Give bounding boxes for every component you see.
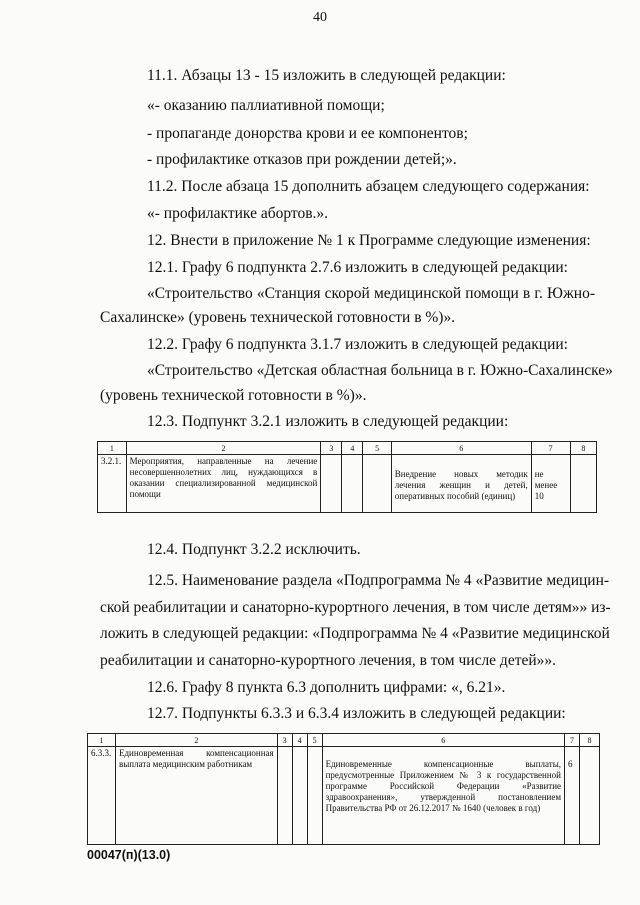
- measure-cell: Мероприятия, направленные на лечение несовершеннолетних лиц, нуждающихся в оказании специализированной медицинской помощи: [126, 455, 321, 513]
- para-12-5-line3: ложить в следующей редакции: «Подпрограмма № 4 «Развитие медицинской: [100, 625, 610, 642]
- indicator-cell: Внедрение новых методик лечения женщин и детей, оперативных пособий (единиц): [391, 455, 531, 513]
- header-cell: 2: [126, 442, 321, 455]
- table-cell: [342, 455, 363, 513]
- header-cell: 5: [307, 734, 322, 747]
- para-12-4: 12.4. Подпункт 3.2.2 исключить.: [147, 541, 361, 558]
- para-12-5-line2: ской реабилитации и санаторно-курортного лечения, в том числе детям»» из-: [100, 599, 611, 616]
- para-12-7: 12.7. Подпункты 6.3.3 и 6.3.4 изложить в следующей редакции:: [147, 705, 566, 722]
- para-abortions: «- профилактике абортов.».: [147, 205, 329, 222]
- header-cell: 6: [322, 734, 564, 747]
- table-cell: [363, 455, 391, 513]
- table-cell: [307, 747, 322, 845]
- header-cell: 4: [342, 442, 363, 455]
- item-number-cell: 3.2.1.: [98, 455, 127, 513]
- table-cell: [580, 747, 600, 845]
- table-header-row: [98, 442, 597, 455]
- header-cell: 3: [277, 734, 292, 747]
- table-row: [88, 747, 600, 845]
- para-12-1-text-line2: Сахалинске» (уровень технической готовности в %)».: [100, 309, 456, 326]
- table-cell: [321, 455, 342, 513]
- table-3-2-1: [97, 441, 597, 513]
- para-11-2: 11.2. После абзаца 15 дополнить абзацем следующего содержания:: [147, 178, 590, 195]
- value-cell: 6: [565, 747, 580, 845]
- table-header-row: [88, 734, 600, 747]
- para-12-5-line1: 12.5. Наименование раздела «Подпрограмма № 4 «Развитие медицин-: [147, 572, 610, 589]
- para-quote-palliative: «- оказанию паллиативной помощи;: [147, 97, 385, 114]
- para-12-2-text-line2: (уровень технической готовности в %)».: [100, 387, 367, 404]
- indicator-cell: Единовременные компенсационные выплаты, предусмотренные Приложением № 3 к государственной программе Российской Федерации «Развитие здравоохранения», утвержденной постановлением Правительства РФ от 26.12.2017 № 1640 (человек в год): [322, 747, 564, 845]
- para-12-6: 12.6. Графу 8 пункта 6.3 дополнить цифрами: «, 6.21».: [147, 679, 506, 696]
- para-donorship: - пропаганде донорства крови и ее компонентов;: [147, 125, 468, 142]
- measure-cell: Единовременная компенсационная выплата медицинским работникам: [115, 747, 277, 845]
- para-12-2: 12.2. Графу 6 подпункта 3.1.7 изложить в следующей редакции:: [147, 336, 568, 353]
- table-cell: [277, 747, 292, 845]
- header-cell: 5: [363, 442, 391, 455]
- table-cell: [292, 747, 307, 845]
- document-code: 00047(п)(13.0): [87, 848, 171, 862]
- value-cell: не менее 10: [531, 455, 570, 513]
- para-12-5-line4: реабилитации и санаторно-курортного лечения, в том числе детей»».: [100, 652, 557, 669]
- para-12: 12. Внести в приложение № 1 к Программе следующие изменения:: [147, 232, 591, 249]
- header-cell: 8: [580, 734, 600, 747]
- header-cell: 7: [565, 734, 580, 747]
- header-cell: 6: [391, 442, 531, 455]
- header-cell: 3: [321, 442, 342, 455]
- header-cell: 4: [292, 734, 307, 747]
- para-12-1-text-line1: «Строительство «Станция скорой медицинской помощи в г. Южно-: [147, 285, 595, 302]
- header-cell: 8: [570, 442, 596, 455]
- header-cell: 1: [98, 442, 127, 455]
- para-12-3: 12.3. Подпункт 3.2.1 изложить в следующей редакции:: [147, 413, 509, 430]
- para-11-1: 11.1. Абзацы 13 - 15 изложить в следующей редакции:: [147, 67, 506, 84]
- para-12-2-text-line1: «Строительство «Детская областная больница в г. Южно-Сахалинске»: [147, 362, 613, 379]
- para-12-1: 12.1. Графу 6 подпункта 2.7.6 изложить в следующей редакции:: [147, 259, 568, 276]
- table-row: [98, 455, 597, 513]
- item-number-cell: 6.3.3.: [88, 747, 116, 845]
- page-number: 40: [313, 10, 327, 25]
- table-6-3-3: [87, 733, 600, 845]
- header-cell: 1: [88, 734, 116, 747]
- header-cell: 2: [115, 734, 277, 747]
- table-cell: [570, 455, 596, 513]
- header-cell: 7: [531, 442, 570, 455]
- para-refusals: - профилактике отказов при рождении детей;».: [147, 151, 457, 168]
